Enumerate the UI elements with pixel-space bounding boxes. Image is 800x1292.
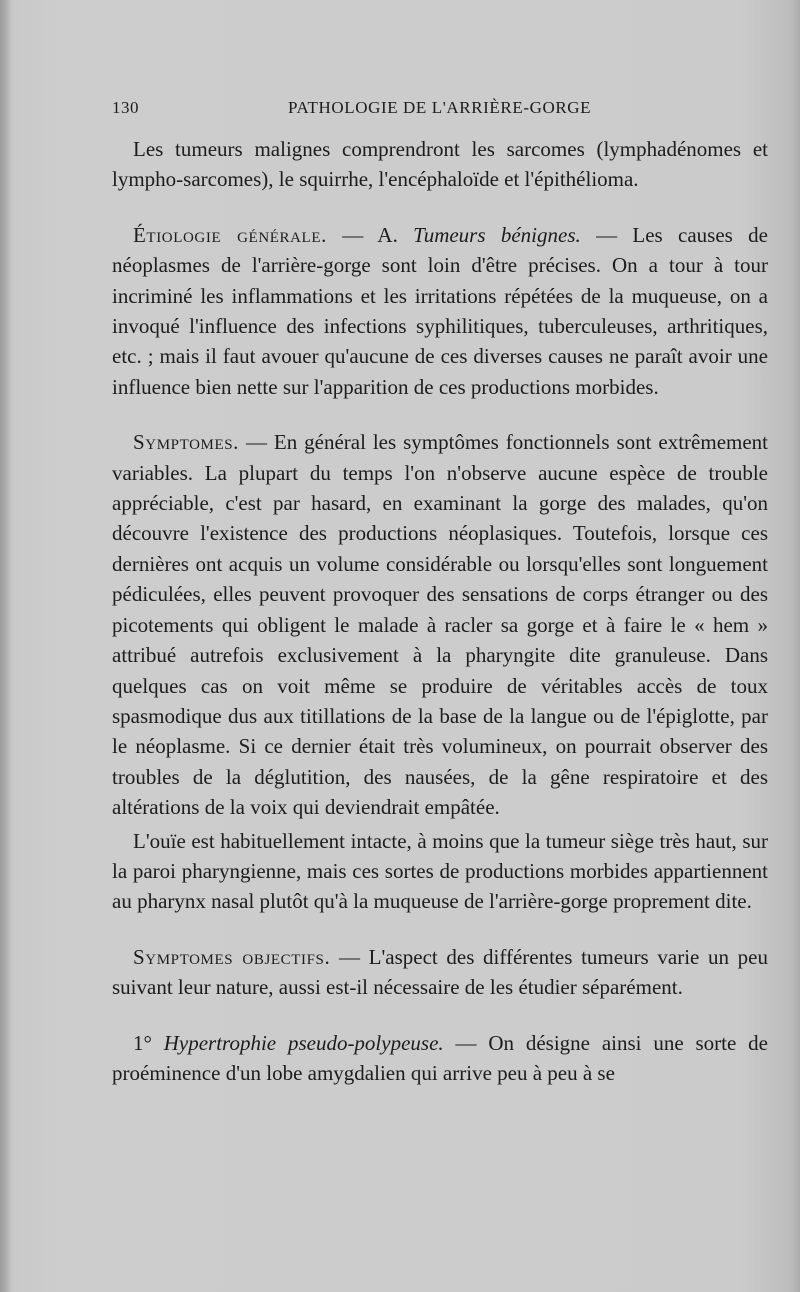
running-title: PATHOLOGIE DE L'ARRIÈRE-GORGE (288, 98, 592, 117)
etiology-heading: Étiologie générale. (133, 222, 327, 247)
section-number: 1° (133, 1030, 152, 1055)
paragraph-etiology (112, 220, 768, 402)
paragraph-objective-symptoms (112, 942, 768, 1003)
benign-tumors-subheading: Tumeurs bénignes. (413, 222, 581, 247)
objective-symptoms-body: — L'aspect des différentes tumeurs varie un peu suivant leur nature, aussi est-il nécessaire de les étudier séparément. (112, 944, 768, 1000)
symptoms-body: — En général les symptômes fonctionnels sont extrêmement variables. La plupart du temps l'on n'observe aucune espèce de trouble appréciable, c'est par hasard, en examinant la gorge des malades, qu'on découvre l'existence des productions néoplasiques. Toutefois, lorsque ces dernières ont acquis un volume considérable ou lorsqu'elles sont longuement pédiculées, elles peuvent provoquer des sensations de corps étranger ou des picotements qui obligent le malade à racler sa gorge et à faire le « hem » attribué autrefois exclusivement à la pharyngite dite granuleuse. Dans quelques cas on voit même se produire de véritables accès de toux spasmodique dus aux titillations de la base de la langue ou de l'épiglotte, par le néoplasme. Si ce dernier était très volumineux, on pourrait observer des troubles de la déglutition, des nausées, de la gêne respiratoire et des altérations de la voix qui deviendrait empâtée. (112, 430, 768, 820)
objective-symptoms-heading: Symptomes objectifs. (133, 944, 331, 969)
paragraph-hypertrophy (112, 1028, 768, 1089)
paragraph-malignant-tumors: Les tumeurs malignes comprendront les sarcomes (lymphadénomes et lympho-sarcomes), le squirrhe, l'encéphaloïde et l'épithélioma. (112, 137, 768, 192)
page-header (112, 98, 768, 124)
page-number: 130 (112, 98, 139, 117)
page-gutter-shadow (0, 0, 12, 1292)
page-body (112, 134, 768, 1088)
paragraph-hearing: L'ouïe est habituellement intacte, à moins que la tumeur siège très haut, sur la paroi pharyngienne, mais ces sortes de productions morbides appartiennent au pharynx nasal plutôt qu'à la muqueuse de l'arrière-gorge proprement dite. (112, 828, 768, 914)
hypertrophy-body: — On désigne ainsi une sorte de proéminence d'un lobe amygdalien qui arrive peu à peu à se (112, 1030, 768, 1085)
symptoms-heading: Symptomes. (133, 430, 240, 455)
etiology-subheading-prefix: — A. (326, 222, 414, 247)
paragraph-symptoms (112, 427, 768, 822)
hypertrophy-subheading: Hypertrophie pseudo-polypeuse. (151, 1030, 444, 1055)
etiology-body: — Les causes de néoplasmes de l'arrière-gorge sont loin d'être précises. On a tour à tour incriminé les inflammations et les irritations répétées de la muqueuse, on a invoqué l'influence des infections syphilitiques, tuberculeuses, arthritiques, etc. ; mais il faut avouer qu'aucune de ces diverses causes ne paraît avoir une influence bien nette sur l'apparition de ces productions morbides. (112, 222, 768, 399)
